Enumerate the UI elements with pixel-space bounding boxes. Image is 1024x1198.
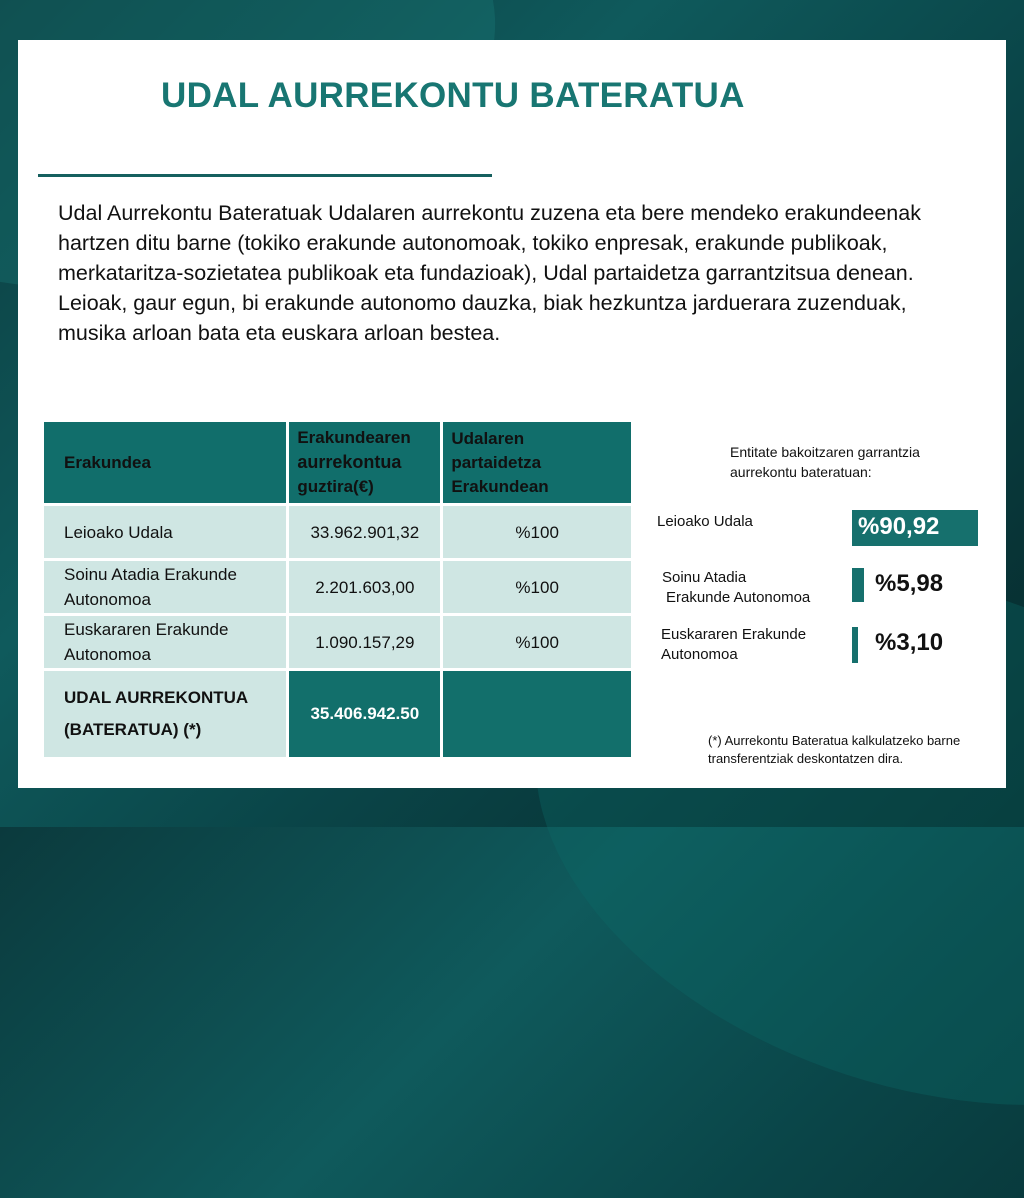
row-share: %100 [443, 561, 631, 613]
entity-label-line2: Autonomoa [661, 646, 738, 663]
title-divider [38, 174, 492, 177]
entity-label-line2: Erakunde Autonomoa [666, 589, 811, 606]
row-entity-name [44, 616, 286, 668]
row-budget: 1.090.157,29 [289, 616, 440, 668]
importance-caption: Entitate bakoitzaren garrantzia aurrekontu bateratuan: [730, 444, 920, 480]
total-share-empty [443, 671, 631, 757]
entity-label-leioa [657, 512, 753, 532]
table-header-row [44, 422, 631, 503]
header-share [443, 422, 631, 503]
table-total-row [44, 671, 631, 757]
table-row [44, 616, 631, 668]
header-budget [289, 422, 440, 503]
entity-label-soinu [662, 568, 810, 608]
table-row [44, 561, 631, 613]
header-share-line3: Erakundean [451, 476, 549, 496]
share-value-soinu: %5,98 [875, 570, 944, 597]
row-entity-line1: Leioako Udala [64, 522, 173, 542]
row-entity-name [44, 506, 286, 558]
budget-table [41, 419, 634, 760]
footnote: (*) Aurrekontu Bateratua kalkulatzeko barne transferentziak deskontatzen dira. [708, 733, 961, 766]
row-entity-line1: Euskararen Erakunde [64, 620, 229, 639]
row-entity-line2: Autonomoa [64, 645, 151, 664]
share-value-euskara: %3,10 [875, 629, 944, 656]
row-entity-line2: Autonomoa [64, 590, 151, 609]
entity-label-euskara [661, 625, 806, 665]
row-share: %100 [443, 506, 631, 558]
header-share-line2: partaidetza [451, 452, 542, 472]
share-bar-soinu [852, 568, 864, 602]
total-label-line1: UDAL AURREKONTUA [64, 688, 249, 707]
row-budget: 2.201.603,00 [289, 561, 440, 613]
row-entity-name [44, 561, 286, 613]
header-entity: Erakundea [64, 452, 151, 472]
row-share: %100 [443, 616, 631, 668]
intro-paragraph: Udal Aurrekontu Bateratuak Udalaren aurrekontu zuzena eta bere mendeko erakundeenak hartzen ditu barne (tokiko erakunde autonomoak, tokiko enpresak, erakunde publikoak, merkataritza-sozietatea publikoak eta fundazioak), Udal partaidetza garrantzitsua denean. Leioak, gaur egun, bi erakunde autonomo dauzka, biak hezkuntza jarduerara zuzenduak, musika arloan bata eta euskara arloan bestea. [58, 201, 921, 345]
total-budget: 35.406.942.50 [289, 671, 440, 757]
total-label [44, 671, 286, 757]
header-budget-line1: Erakundearen [297, 428, 411, 447]
header-share-line1: Udalaren [451, 428, 525, 448]
header-budget-line3: guztira(€) [297, 477, 374, 496]
slide-title: UDAL AURREKONTU BATERATUA [161, 76, 745, 115]
entity-label-line1: Soinu Atadia [662, 569, 747, 586]
table-row [44, 506, 631, 558]
entity-label-line1: Leioako Udala [657, 513, 753, 530]
entity-label-line1: Euskararen Erakunde [661, 626, 807, 643]
total-label-line2: (BATERATUA) (*) [64, 720, 202, 739]
share-bar-euskara [852, 627, 858, 663]
share-value-leioa: %90,92 [858, 513, 940, 540]
slide-panel [18, 40, 1006, 788]
row-entity-line1: Soinu Atadia Erakunde [64, 565, 237, 584]
header-budget-line2: aurrekontua [297, 452, 402, 472]
row-budget: 33.962.901,32 [289, 506, 440, 558]
